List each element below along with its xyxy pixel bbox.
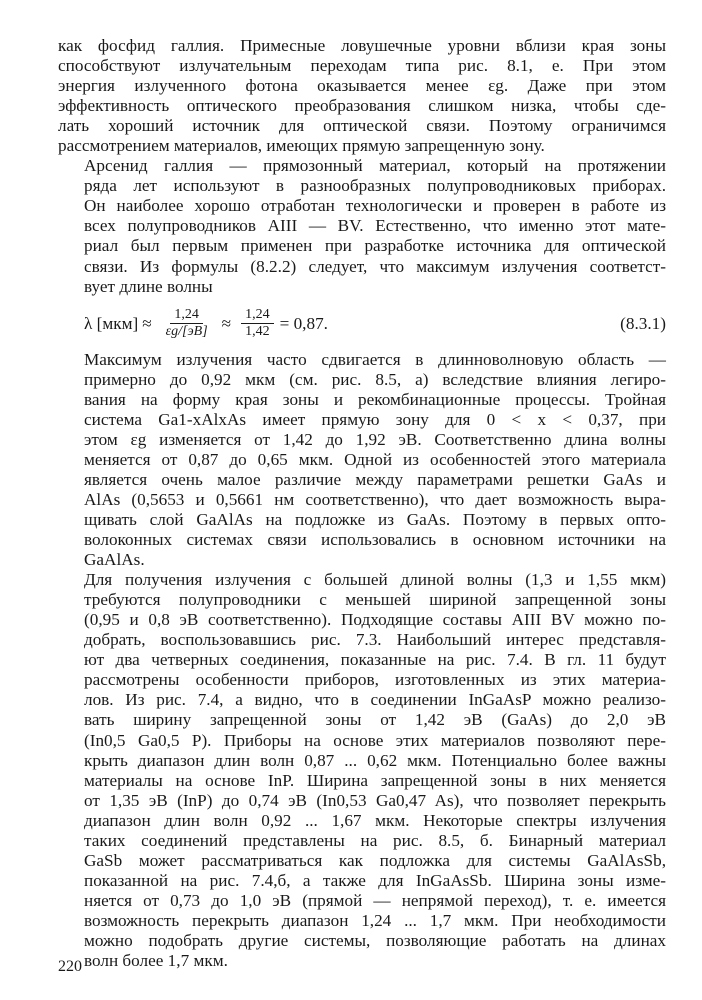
text-line: вания на форму края зоны и рекомбинационные процессы. Тройная [84,389,666,409]
text-line: от 1,35 эВ (InP) до 0,74 эВ (In0,53 Ga0,47 As), что позволяет перекрыть [84,790,666,810]
paragraph-p2 [58,350,666,571]
page-body [58,36,666,971]
text-line: вует длине волны [84,276,213,296]
text-line: Арсенид галлия — прямозонный материал, который на протяжении [84,156,666,176]
text-line: щивать слой GaAlAs на подложке из GaAs. Поэтому в первых опто- [84,509,666,529]
paragraph-p0 [58,36,666,156]
text-line: показанной на рис. 7.4,б, а также для InGaAsSb. Ширина зоны изме- [84,870,666,890]
text-line: как фосфид галлия. Примесные ловушечные уровни вблизи края зоны [58,36,666,55]
text-line: энергия излученного фотона оказывается менее εg. Даже при этом [58,76,666,96]
text-line: рассмотрением материалов, имеющих прямую запрещенную зону. [58,136,545,156]
text-line: (0,95 и 0,8 эВ соответственно). Подходящие составы AIII BV можно по- [84,610,666,630]
text-line: система Ga1-xAlxAs имеет прямую зону для 0 < x < 0,37, при [84,409,666,429]
text-line: способствуют излучательным переходам типа рис. 8.1, е. При этом [58,56,666,76]
text-line: является очень малое различие между параметрами решетки GaAs и [84,469,666,489]
formula-fraction-1 [162,307,212,340]
text-line: GaAlAs. [84,550,145,570]
text-line: волоконных системах связи использовались в основном источники на [84,530,666,550]
paragraph-p3 [58,570,666,971]
text-line: риал был первым применен при разработке источника для оптической [84,236,666,256]
text-line: крыть диапазон длин волн 0,87 ... 0,62 мкм. Потенциально более важны [84,750,666,770]
text-line: этом εg изменяется от 1,42 до 1,92 эВ. Соответственно длина волны [84,429,666,449]
text-line: лать хороший источник для оптической связи. Поэтому ограничимся [58,116,666,136]
page-number: 220 [58,958,82,975]
text-line: всех полупроводников AIII — BV. Естественно, что именно этот мате- [84,216,666,236]
text-line: вать ширину запрещенной зоны от 1,42 эВ (GaAs) до 2,0 эВ [84,710,666,730]
text-line: GaSb может рассматриваться как подложка для системы GaAlAsSb, [84,850,666,870]
text-line: примерно до 0,92 мкм (см. рис. 8.5, а) вследствие влияния легиро- [84,369,666,389]
text-line: Он наиболее хорошо отработан технологически и проверен в работе из [84,196,666,216]
formula-frac1-numerator: 1,24 [170,307,203,324]
formula-approx-2: ≈ [221,313,232,333]
formula-fraction-2 [241,307,274,340]
text-line: требуются полупроводники с меньшей шириной запрещенной зоны [84,590,666,610]
text-line: материалы на основе InP. Ширина запрещенной зоны в них меняется [84,770,666,790]
text-line: рассмотрены особенности приборов, изготовленных из этих материа- [84,670,666,690]
paragraph-p1 [58,156,666,296]
formula-number: (8.3.1) [620,313,666,333]
text-line: меняется от 0,87 до 0,65 мкм. Одной из особенностей этого материала [84,449,666,469]
formula-result: = 0,87. [279,313,328,333]
text-line: можно подобрать другие системы, позволяющие работать на длинах [84,930,666,950]
text-line: эффективность оптического преобразования слишком низка, чтобы сде- [58,96,666,116]
formula-lhs: λ [мкм] [84,313,139,333]
text-line: добрать, воспользовавшись рис. 7.3. Наибольший интерес представля- [84,630,666,650]
text-line: волн более 1,7 мкм. [84,951,228,971]
text-line: Максимум излучения часто сдвигается в длинноволновую область — [84,349,666,369]
text-line: Для получения излучения с большей длиной волны (1,3 и 1,55 мкм) [84,570,666,590]
text-line: (In0,5 Ga0,5 P). Приборы на основе этих материалов позволяют пере- [84,730,666,750]
text-line: диапазон длин волн 0,92 ... 1,67 мкм. Некоторые спектры излучения [84,810,666,830]
formula-frac1-denominator: εg/[эВ] [165,324,208,340]
formula-frac2-numerator: 1,24 [241,307,274,324]
text-line: таких соединений представлены на рис. 8.5, б. Бинарный материал [84,830,666,850]
text-line: лов. Из рис. 7.4, а видно, что в соединении InGaAsP можно реализо- [84,690,666,710]
text-line: возможность перекрыть диапазон 1,24 ... 1,7 мкм. При необходимости [84,910,666,930]
formula-approx-1: ≈ [142,313,152,333]
text-block-bottom [58,350,666,971]
text-line: связи. Из формулы (8.2.2) следует, что максимум излучения соответст- [84,256,666,276]
text-line: ют два четверных соединения, показанные на рис. 7.4. В гл. 11 будут [84,650,666,670]
text-block-top [58,36,666,297]
text-line: ряда лет используют в разнообразных полупроводниковых приборах. [84,176,666,196]
text-line: AlAs (0,5653 и 0,5661 нм соответственно), что дает возможность выра- [84,489,666,509]
text-line: няется от 0,73 до 1,0 эВ (прямой — непрямой переход), т. е. имеется [84,890,666,910]
formula-8-3-1 [58,300,666,346]
formula-frac2-denominator: 1,42 [245,324,270,340]
